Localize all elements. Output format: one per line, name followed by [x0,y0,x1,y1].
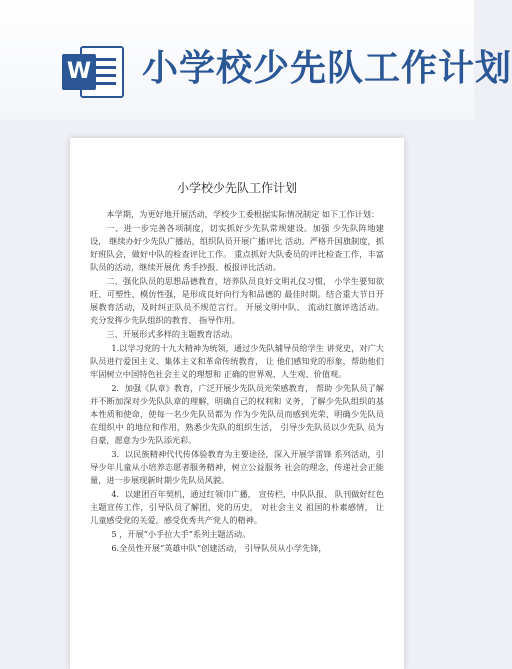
document-paragraph: 三、开展形式多样的主题教育活动。 [106,329,238,339]
document-preview-page[interactable] [70,138,404,669]
document-title: 小学校少先队工作计划 [176,181,297,195]
document-paragraph: 二、强化队员的思想品德教育，培养队员良好文明礼仪习惯， 小学生要知欲旺、可塑性、模仿性强，是形成良好向行为和品德的 最佳时期。结合重大节日开展教育活动，及时纠正队员不规范言行。 开展文明中队、 流动红旗评选活动。 充分发挥少先队组织的教育、 指导作用。 [90,276,384,325]
banner-title: 小学校少先队工作计划 [142,48,512,89]
header-banner [0,0,512,120]
document-paragraph: 1.以学习党的十九大精神为统领，通过少先队辅导员给学生 讲党史，对广大队员进行爱国主义、集体主义和革命传统教育， 让 他们感知党的形象，帮助他们牢固树立中国特色社会主义的理想和 正确的世界观、人生观、价值观。 [90,343,384,379]
document-paragraph: 4．以建团百年契机，通过红领巾广播， 宣传栏，中队队报、 队刊做好红色主题宣传工作，引导队员了解团、党的历史， 对社会主义 祖国的朴素感情， 让儿童感受党的关爱，感受优秀共产党人的精神。 [90,489,384,525]
word-document-icon [62,44,124,100]
document-paragraph: 本学期，为更好地开展活动，学校少工委根据实际情况制定 如下工作计划： [106,209,380,219]
document-paragraph: 6.全员性开展“英雄中队”创建活动， 引导队员从小学先锋， [111,543,327,553]
document-paragraph: 一、进一步完善各项制度，切实抓好少先队常规建设。加强 少先队阵地建设， 继续办好少先队广播站，组织队员开展广播评比 活动。严格升国旗制度，抓好班队会，做好中队的检查评比工作。 重点抓好大队委员的评比检查工作，丰富队员的活动，继续开展优 秀手抄报、板报评比活动。 [90,223,384,272]
word-w-badge: W [62,54,96,90]
document-body [70,196,404,555]
document-paragraph: 5 ，开展“小手拉大手”系列主题活动。 [111,529,251,539]
document-paragraph: 3．以民族精神代代传体验教育为主要途径，深入开展学雷锋 系列活动，引导少年儿童从小培养志愿者服务精神，树立公益服务 社会的理念，传递社会正能量，进一步展现新时期少先队员风貌。 [90,449,384,485]
document-paragraph: 2．加强《队章》教育，广泛开展少先队员光荣感教育， 帮助 少先队员了解并不断加深对少先队队章的理解，明确自己的权利和 义务，了解少先队组织的基本性质和使命，使每一名少先队员都为 作为少先队员而感到光荣，明确少先队员在组织中 的地位和作用，熟悉少先队的组织生活， 引导少先队员以少先队 员为自豪，愿意为少先队添光彩。 [90,383,384,445]
